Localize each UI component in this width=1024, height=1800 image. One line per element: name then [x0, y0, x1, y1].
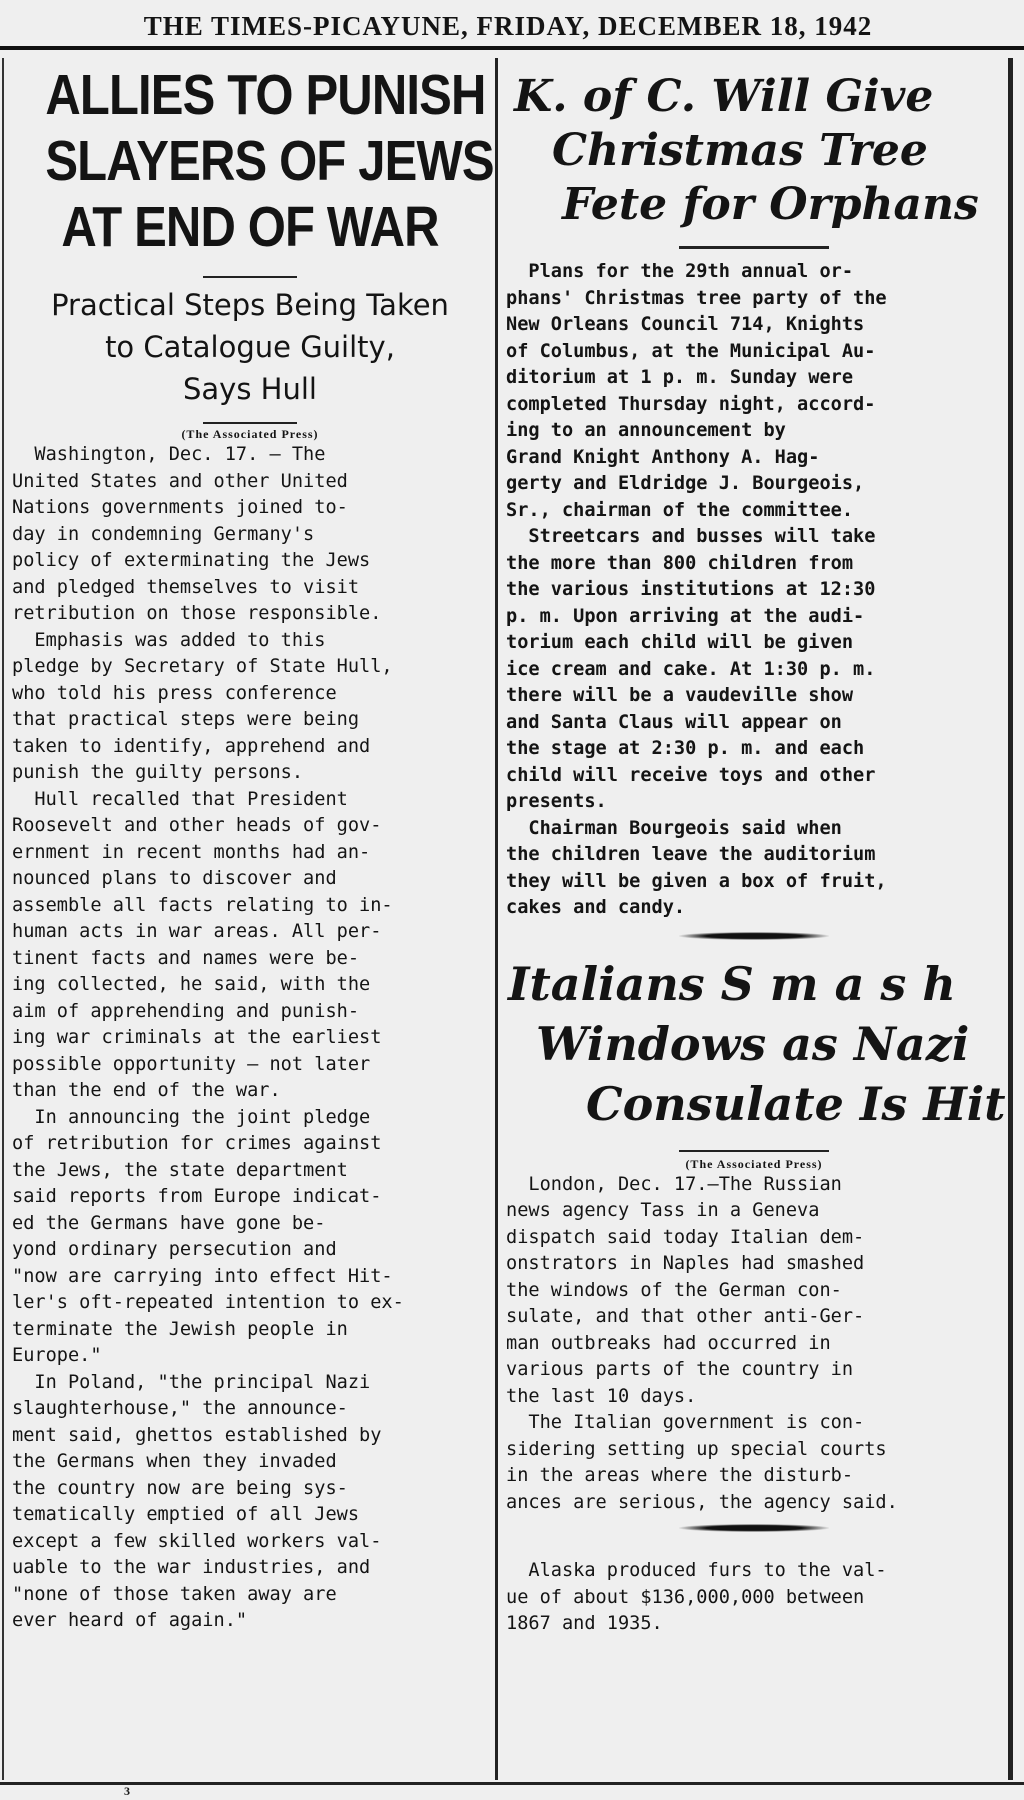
headline-italians [506, 954, 1006, 1134]
article-divider [679, 932, 829, 940]
headline-kofc [506, 70, 1002, 232]
filler-item: Alaska produced furs to the val- ue of about $136,000,000 between 1867 and 1935. [506, 1560, 887, 1634]
wire-credit: (The Associated Press) [181, 427, 319, 441]
body-paragraph: Emphasis was added to this pledge by Secretary of State Hull, who told his press conference that practical steps were being taken to identify, apprehend and punish the guilty persons. [12, 629, 393, 783]
column-divider [495, 58, 498, 1780]
right-column [506, 58, 1006, 1638]
article-kofc [506, 70, 1002, 922]
deck-separator [203, 422, 297, 424]
deck-allies [12, 284, 488, 410]
deck-line: Says Hull [183, 372, 317, 406]
article-divider [679, 1524, 829, 1532]
page-marker: 3 [124, 1784, 130, 1798]
headline-allies [12, 62, 494, 260]
article-italians [506, 954, 1006, 1517]
body-paragraph: In announcing the joint pledge of retribution for crimes against the Jews, the state department said reports from Europe indicat- ed the Germans have gone be- yond ordinary persecution and "now are carrying into effect Hit- ler's oft-repeated intention to ex- terminate the Jewish people in Europe." [12, 1106, 404, 1366]
headline-line: Fete for Orphans [562, 179, 979, 230]
body-paragraph: London, Dec. 17.—The Russian news agency Tass in a Geneva dispatch said today Italian dem- onstrators in Naples had smashed the windows of the German con- sulate, and that other anti-Ger- man outbreaks had occurred in various parts of the country in the last 10 days. [506, 1173, 865, 1407]
body-paragraph: Washington, Dec. 17. — The United States and other United Nations governments joined to- day in condemning Germany's policy of exterminating the Jews and pledged themselves to visit retribution on those responsible. [12, 444, 382, 624]
headline-separator [203, 276, 297, 278]
headline-line: Italians S m a s h [508, 956, 956, 1011]
body-paragraph: Chairman Bourgeois said when the children leave the auditorium they will be given a box of fruit, cakes and candy. [506, 817, 887, 918]
headline-line: K. of C. Will Give [514, 71, 934, 122]
headline-line: Consulate Is Hit [586, 1076, 1006, 1131]
right-border-rule [1008, 58, 1013, 1780]
headline-separator [679, 246, 829, 249]
article-allies [12, 58, 494, 1635]
body-paragraph: Hull recalled that President Roosevelt and other heads of gov- ernment in recent months had an- nounced plans to discover and assemble all facts relating to in- human acts in war areas. All per- tinent facts and names were be- ing collected, he said, with the aim of apprehending and punish- ing war criminals at the earliest possible opportunity — not later than the end of the war. [12, 788, 393, 1101]
headline-line: SLAYERS OF JEWS [45, 129, 494, 193]
body-paragraph: Plans for the 29th annual or- phans' Christmas tree party of the New Orleans Council 714, Knights of Columbus, at the Municipal Au- ditorium at 1 p. m. Sunday were completed Thursday night, accord- ing to an announcement by Grand Knight Anthony A. Hag- gerty and Eldridge J. Bourgeois, Sr., chairman of the committee. [506, 261, 887, 521]
masthead-rule [0, 46, 1024, 50]
headline-line: Windows as Nazi [536, 1016, 970, 1071]
wire-credit: (The Associated Press) [685, 1156, 823, 1171]
body-paragraph: Streetcars and busses will take the more than 800 children from the various institutions at 12:30 p. m. Upon arriving at the audi- torium each child will be given ice cream and cake. At 1:30 p. m. there will be a vaudeville show and Santa Claus will appear on the stage at 2:30 p. m. and each child will receive toys and other presents. [506, 526, 876, 812]
deck-line: Practical Steps Being Taken [51, 288, 449, 322]
headline-line: Christmas Tree [552, 125, 928, 176]
body-paragraph: The Italian government is con- sidering setting up special courts in the areas where the disturb- ances are serious, the agency said. [506, 1412, 898, 1513]
left-border-rule [2, 58, 4, 1780]
bottom-rule [0, 1782, 1024, 1785]
headline-separator [679, 1150, 829, 1152]
headline-line: ALLIES TO PUNISH [45, 63, 486, 127]
masthead: THE TIMES-PICAYUNE, FRIDAY, DECEMBER 18, 1942 [143, 11, 873, 41]
deck-line: to Catalogue Guilty, [105, 330, 395, 364]
headline-line: AT END OF WAR [61, 195, 439, 259]
body-paragraph: In Poland, "the principal Nazi slaughterhouse," the announce- ment said, ghettos established by the Germans when they invaded the country now are being sys- tematically emptied of all Jews except a few skilled workers val- uable to the war industries, and "none of those taken away are ever heard of again." [12, 1371, 382, 1631]
